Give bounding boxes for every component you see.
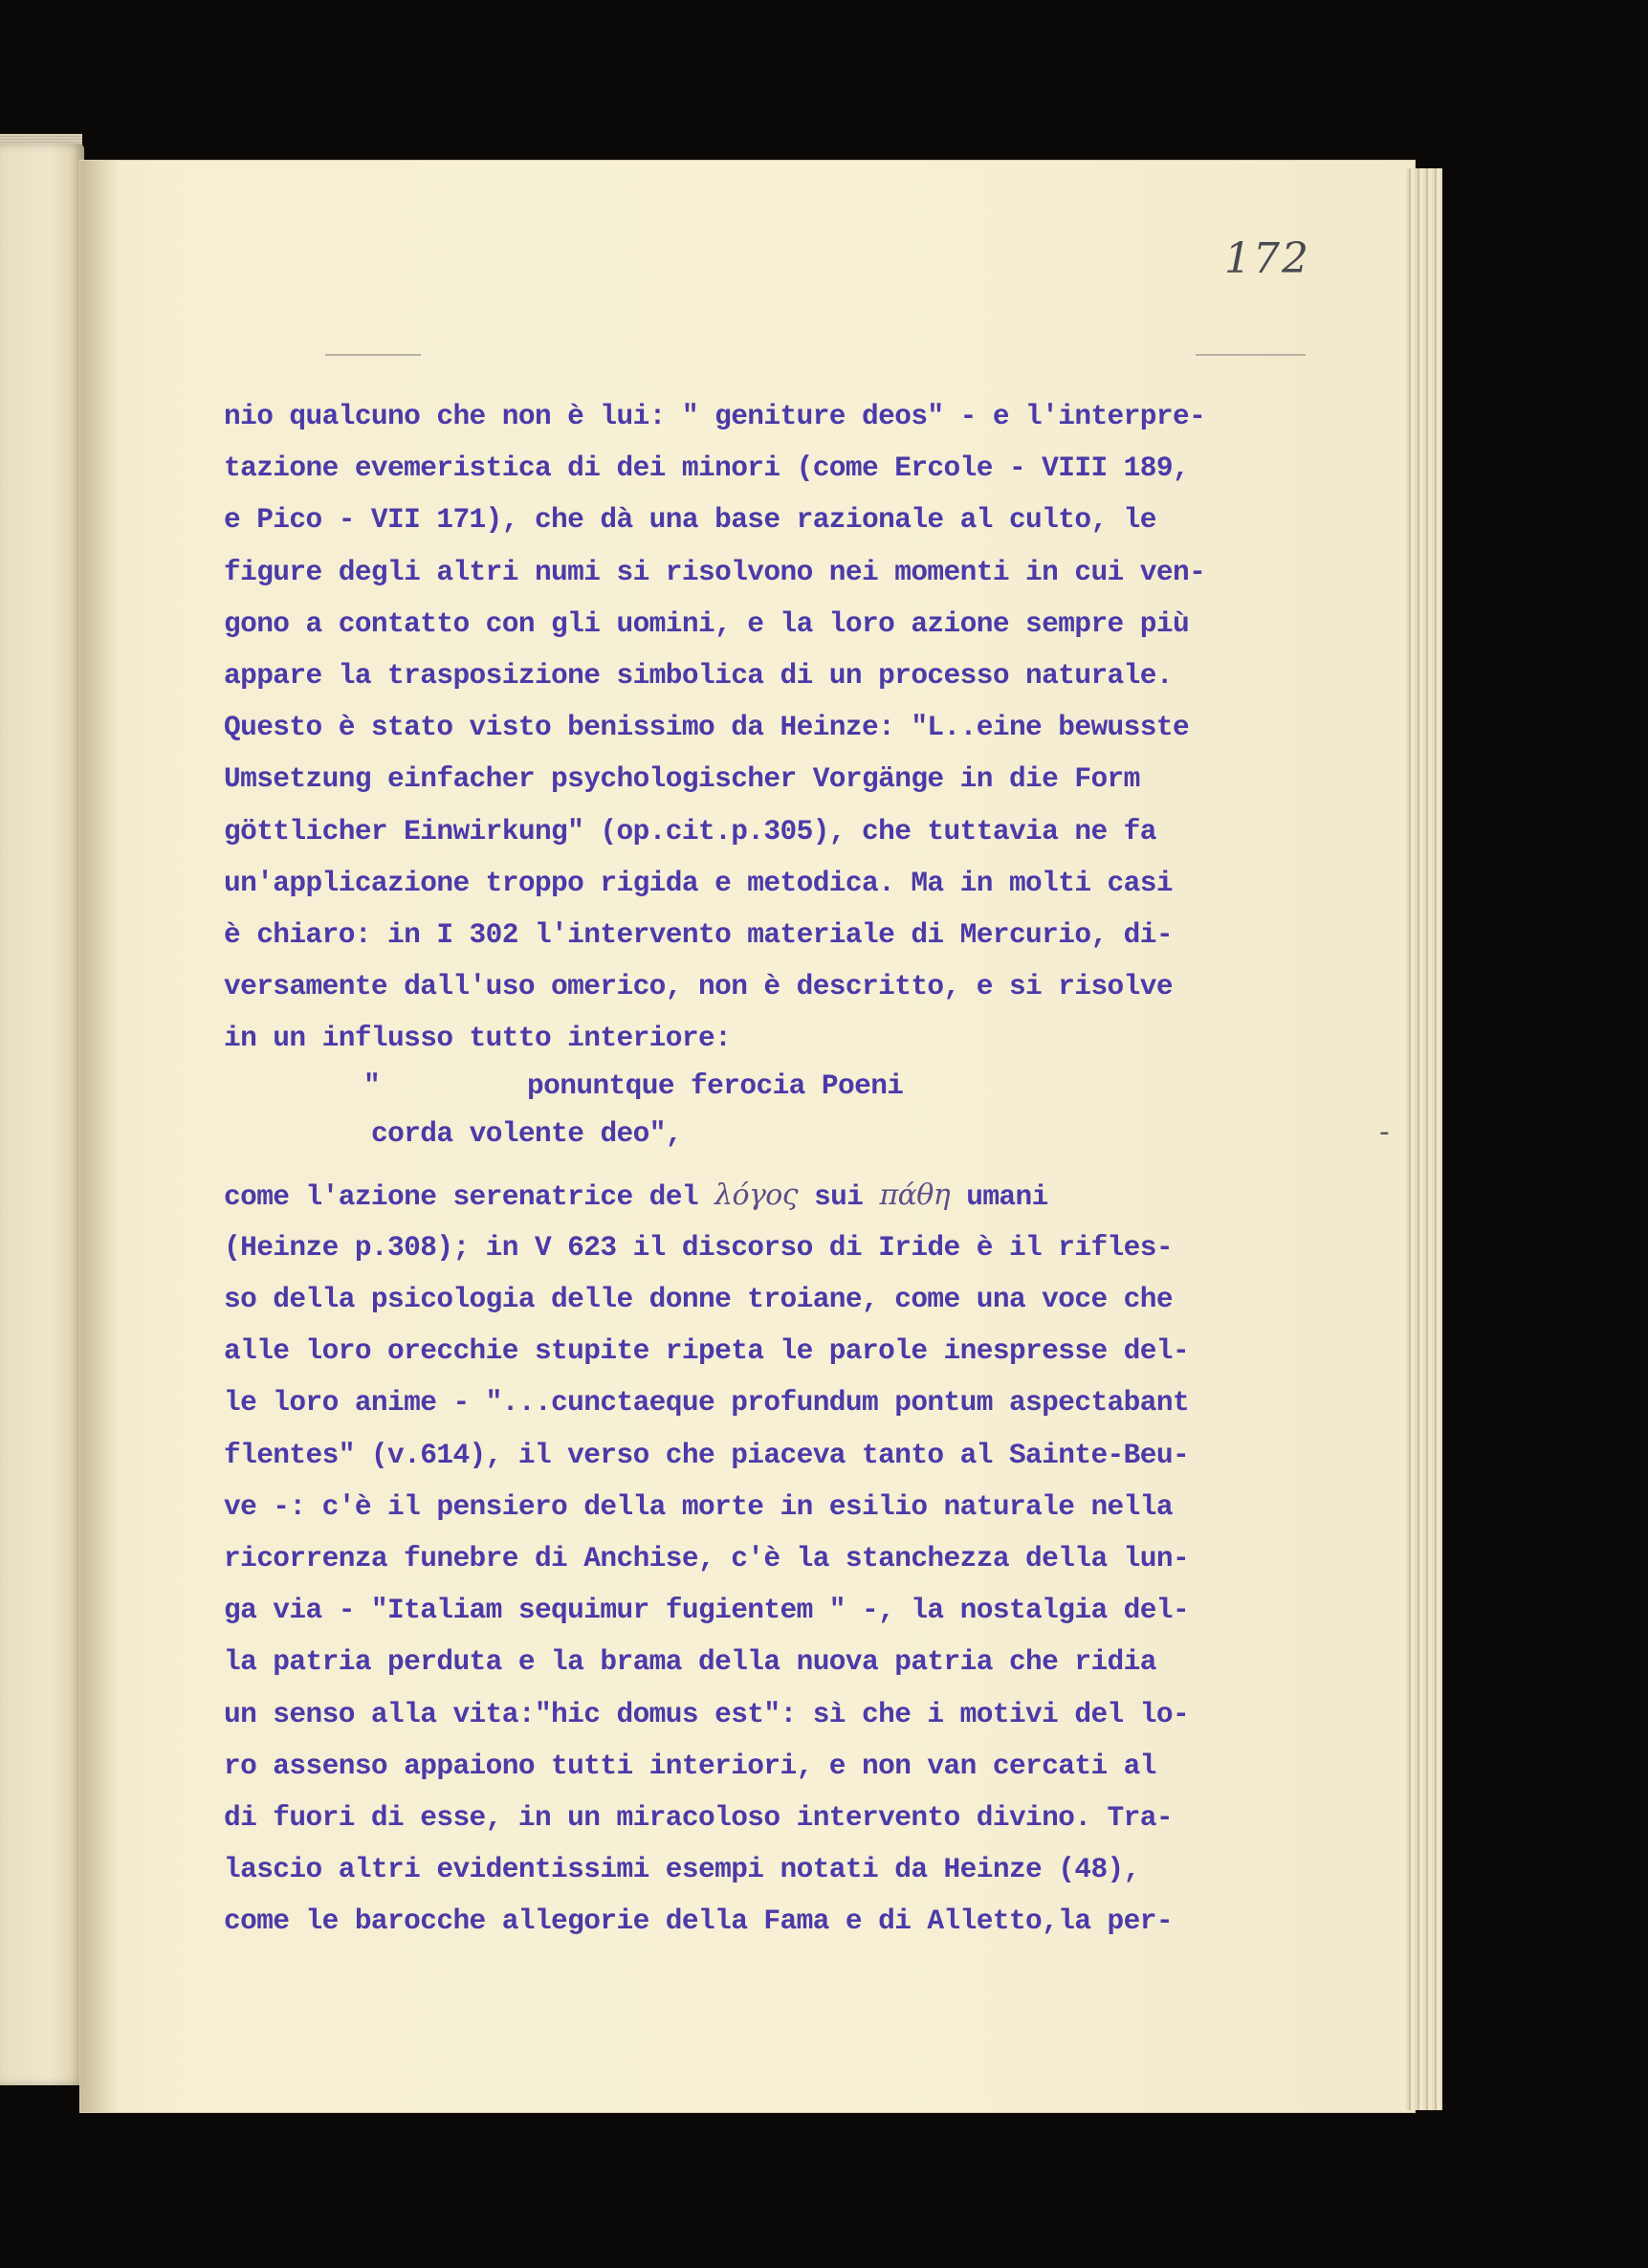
text-line: nio qualcuno che non è lui: " geniture deos" - e l'interpre- xyxy=(224,400,1206,432)
text-fragment: sui xyxy=(797,1179,880,1213)
text-line: e Pico - VII 171), che dà una base razionale al culto, le xyxy=(224,503,1156,537)
text-line: Umsetzung einfacher psychologischer Vorgänge in die Form xyxy=(224,762,1140,796)
text-line: Questo è stato visto benissimo da Heinze: "L..eine bewusste xyxy=(224,711,1190,744)
text-line: la patria perduta e la brama della nuova patria che ridia xyxy=(224,1645,1156,1679)
text-line: ve -: c'è il pensiero della morte in esilio naturale nella xyxy=(224,1489,1173,1523)
top-rule-left xyxy=(325,354,421,356)
text-line: è chiaro: in I 302 l'intervento materiale di Mercurio, di- xyxy=(224,917,1173,951)
text-line: göttlicher Einwirkung" (op.cit.p.305), che tuttavia ne fa xyxy=(224,814,1156,848)
text-line: ro assenso appaiono tutti interiori, e non van cercati al xyxy=(224,1749,1156,1782)
quote-line: corda volente deo", xyxy=(371,1117,682,1151)
typed-text-body xyxy=(224,390,1305,1947)
text-line: di fuori di esse, in un miracoloso intervento divino. Tra- xyxy=(224,1800,1173,1834)
text-line: tazione evemeristica di dei minori (come Ercole - VIII 189, xyxy=(224,451,1190,485)
text-line: (Heinze p.308); in V 623 il discorso di Iride è il rifles- xyxy=(224,1230,1173,1264)
page-stack-edge xyxy=(1406,168,1442,2110)
text-line: alle loro orecchie stupite ripeta le parole inespresse del- xyxy=(224,1334,1190,1368)
top-rule-right xyxy=(1196,354,1306,356)
text-line: in un influsso tutto interiore: xyxy=(224,1022,732,1055)
text-line: flentes" (v.614), il verso che piaceva tanto al Sainte-Beu- xyxy=(224,1438,1190,1471)
page-number: 172 xyxy=(1224,234,1310,283)
text-line: lascio altri evidentissimi esempi notati da Heinze (48), xyxy=(224,1853,1140,1886)
greek-word-pathe: πάθη xyxy=(879,1178,951,1212)
text-line: come le barocche allegorie della Fama e di Alletto,la per- xyxy=(224,1905,1173,1938)
margin-mark: - xyxy=(1379,1115,1390,1149)
text-line: un'applicazione troppo rigida e metodica. Ma in molti casi xyxy=(224,866,1173,899)
greek-word-logos: λόγος xyxy=(714,1178,798,1212)
text-fragment: umani xyxy=(950,1179,1048,1213)
text-line: versamente dall'uso omerico, non è descritto, e si risolve xyxy=(224,970,1173,1003)
text-line: so della psicologia delle donne troiane, come una voce che xyxy=(224,1283,1173,1315)
text-line: un senso alla vita:"hic domus est": sì che i motivi del lo- xyxy=(224,1697,1190,1730)
text-line: ga via - "Italiam sequimur fugientem " -, la nostalgia del- xyxy=(224,1594,1190,1627)
text-line: gono a contatto con gli uomini, e la loro azione sempre più xyxy=(224,606,1190,640)
text-line-with-greek xyxy=(224,1170,1305,1222)
text-line: le loro anime - "...cunctaeque profundum pontum aspectabant xyxy=(224,1386,1190,1420)
text-line: appare la trasposizione simbolica di un processo naturale. xyxy=(224,658,1173,692)
text-fragment: come l'azione serenatrice del xyxy=(224,1179,715,1213)
previous-page-edge xyxy=(0,143,84,2085)
quote-line: " ponuntque ferocia Poeni xyxy=(363,1069,904,1103)
text-line: ricorrenza funebre di Anchise, c'è la stanchezza della lun- xyxy=(224,1541,1190,1574)
gutter-shadow xyxy=(80,161,119,2112)
text-line: figure degli altri numi si risolvono nei momenti in cui ven- xyxy=(224,555,1206,588)
